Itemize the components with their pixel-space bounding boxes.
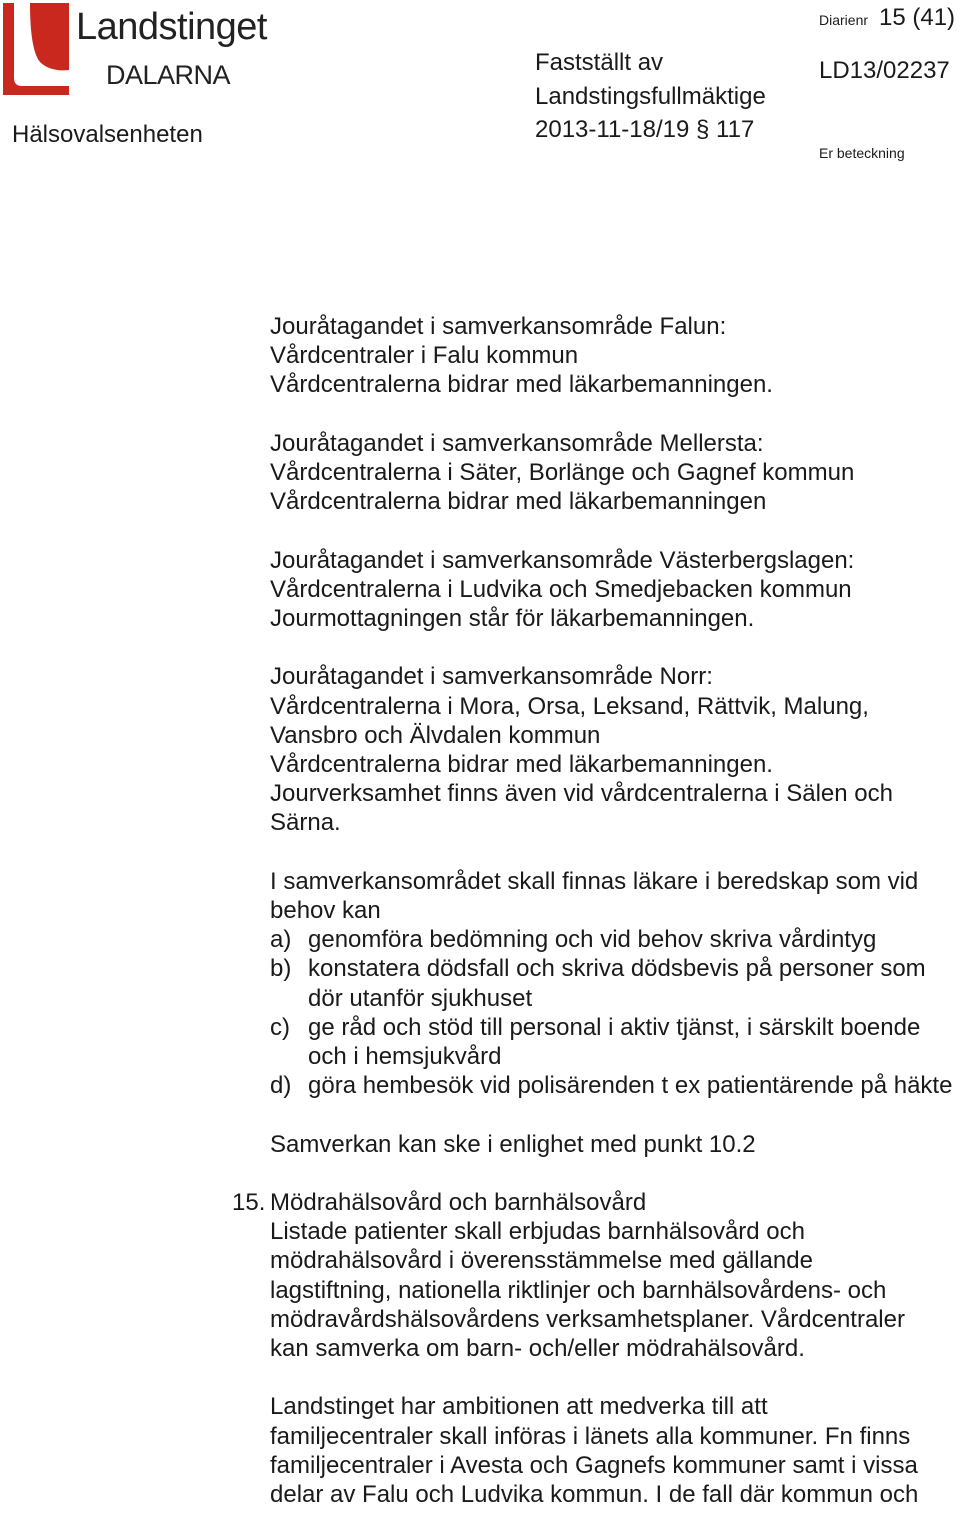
logo-subtitle: DALARNA	[106, 60, 231, 90]
page-number: 15 (41)	[879, 4, 956, 31]
section-15-text-2: Landstinget har ambitionen att medverka till att familjecentraler skall införas i länets alla kommuner. Fn finns familjecentraler i Avesta och Gagnefs kommuner samt i vissa delar av Falu och Ludvika kommun. I de fall där kommun och	[270, 1393, 919, 1509]
list-item-label: c)	[270, 1013, 290, 1041]
section-title: Mödrahälsovård och barnhälsovård	[270, 1189, 647, 1216]
logo-wordmark: Landstinget	[76, 6, 267, 48]
paragraph-mellersta: Jouråtagandet i samverkansområde Mellersta: Vårdcentralerna i Säter, Borlänge och Gagnef kommun Vårdcentralerna bidrar med läkarbemanningen	[270, 429, 855, 516]
diarienr-value: LD13/02237	[819, 57, 950, 84]
list-item	[270, 925, 960, 954]
cooperation-note: Samverkan kan ske i enlighet med punkt 10.2	[270, 1130, 756, 1158]
list-item-text: konstatera dödsfall och skriva dödsbevis på personer som dör utanför sjukhuset	[308, 955, 926, 1012]
standby-block	[270, 867, 960, 1101]
section-number: 15.	[232, 1189, 266, 1216]
section-15-text: Listade patienter skall erbjudas barnhälsovård och mödrahälsovård i överensstämmelse med gällande lagstiftning, nationella riktlinjer och barnhälsovårdens- och mödravårdshälsovårdens verksamhetsplaner. Vårdcentraler kan samverka om barn- och/eller mödrahälsovård.	[270, 1218, 905, 1363]
list-item-label: b)	[270, 955, 292, 983]
landstinget-dalarna-logo	[0, 0, 267, 98]
landstinget-emblem-icon	[0, 0, 76, 98]
standby-intro: I samverkansområdet skall finnas läkare i beredskap som vid behov kan	[270, 867, 919, 924]
document-body	[232, 312, 960, 1538]
standby-list	[270, 925, 960, 1100]
unit-name: Hälsovalsenheten	[12, 121, 203, 148]
list-item-text: ge råd och stöd till personal i aktiv tjänst, i särskilt boende och i hemsjukvård	[308, 1013, 921, 1071]
list-item-label: d)	[270, 1072, 292, 1100]
list-item	[270, 1013, 960, 1071]
list-item-text: genomföra bedömning och vid behov skriva vårdintyg	[308, 926, 877, 954]
decided-by-label: Fastställt av	[535, 49, 664, 76]
decided-by-body: Landstingsfullmäktige	[535, 82, 766, 110]
list-item	[270, 1071, 960, 1100]
paragraph-norr: Jouråtagandet i samverkansområde Norr: Vårdcentralerna i Mora, Orsa, Leksand, Rättvik, Malung, Vansbro och Älvdalen kommun Vårdcentralerna bidrar med läkarbemanningen. Jourverksamhet finns även vid vårdcentralerna i Sälen och Särna.	[270, 663, 893, 837]
decided-by-block	[535, 46, 766, 147]
list-item	[270, 954, 960, 1012]
decided-date: 2013-11-18/19 § 117	[535, 116, 755, 143]
er-beteckning-label: Er beteckning	[819, 145, 905, 161]
paragraph-vasterbergslagen: Jouråtagandet i samverkansområde Västerbergslagen: Vårdcentralerna i Ludvika och Smedjebacken kommun Jourmottagningen står för läkarbemanningen.	[270, 546, 855, 632]
list-item-text: göra hembesök vid polisärenden t ex patientärende på häkte	[308, 1072, 953, 1100]
section-15-heading	[232, 1188, 960, 1217]
diarienr-label: Diarienr	[819, 12, 869, 28]
paragraph-falun: Jouråtagandet i samverkansområde Falun: Vårdcentraler i Falu kommun Vårdcentralerna bidrar med läkarbemanningen.	[270, 313, 773, 399]
list-item-label: a)	[270, 926, 292, 954]
